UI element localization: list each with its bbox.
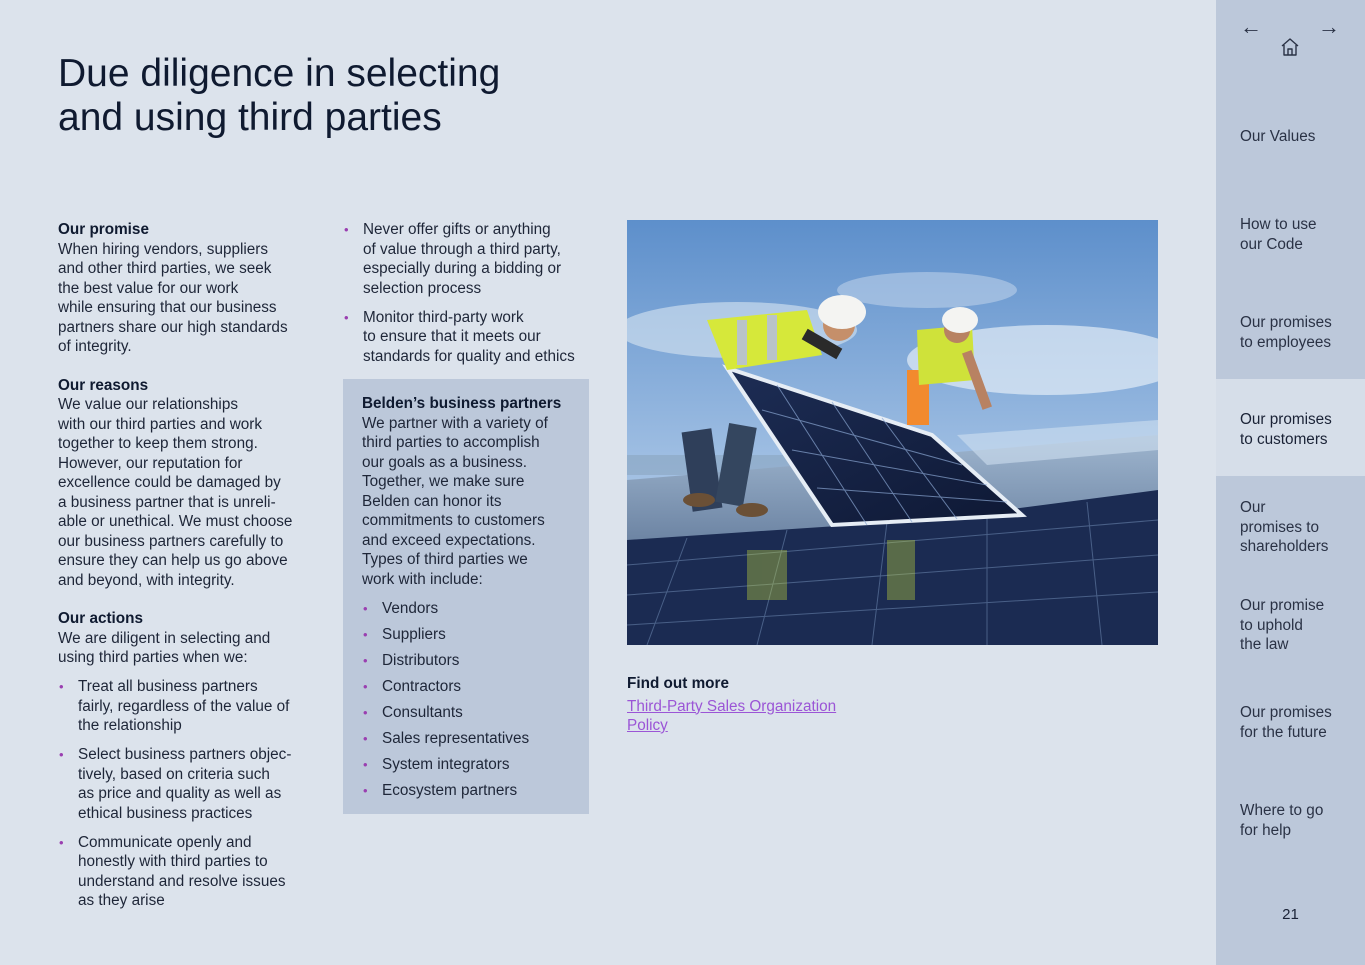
partner-types-list	[362, 599, 570, 801]
title-line: Due diligence in selecting	[58, 52, 501, 95]
third-party-sales-policy-link[interactable]	[627, 697, 887, 736]
column-left	[58, 220, 310, 920]
nav-label: Our promises	[1240, 314, 1332, 331]
list-item: • Consultants	[362, 703, 570, 723]
text-line: a business partner that is unreli-	[58, 493, 276, 511]
text-line: to ensure that it meets our	[363, 328, 541, 345]
list-item: • Contractors	[362, 677, 570, 697]
list-item: • Suppliers	[362, 625, 570, 645]
list-item	[58, 833, 310, 911]
actions-list-continued	[343, 220, 595, 366]
title-line: and using third parties	[58, 96, 442, 139]
text-line: We partner with a variety of	[362, 414, 548, 432]
text-line: Communicate openly and	[78, 833, 252, 851]
sidebar-item-our-values[interactable]	[1216, 127, 1365, 147]
text-line: tively, based on criteria such	[78, 765, 270, 783]
nav-label: promises to	[1240, 518, 1320, 536]
text-line: of value through a third party,	[363, 240, 561, 258]
text-line: Never offer gifts or anything	[363, 221, 551, 238]
nav-label: for help	[1240, 821, 1292, 839]
list-item	[58, 677, 310, 736]
list-item	[343, 308, 595, 367]
text-line: ensure they can help us go above	[58, 552, 288, 569]
list-item	[343, 220, 595, 298]
promise-section	[58, 220, 310, 357]
column-middle	[343, 220, 595, 814]
nav-label: Our Values	[1240, 128, 1316, 145]
text-line: as price and quality as well as	[78, 785, 282, 802]
text-line: as they arise	[78, 892, 165, 909]
text-line: Belden can honor its	[362, 492, 502, 510]
text-line: ethical business practices	[78, 804, 253, 822]
reasons-section	[58, 376, 310, 591]
nav-label: Our promises	[1240, 704, 1332, 721]
link-line[interactable]: Policy	[627, 717, 668, 734]
list-item: • Sales representatives	[362, 729, 570, 749]
text-line: However, our reputation for	[58, 454, 243, 472]
find-out-more	[627, 674, 887, 736]
text-line: standards for quality and ethics	[363, 347, 575, 365]
nav-label: Where to go	[1240, 802, 1324, 819]
text-line: excellence could be damaged by	[58, 474, 281, 491]
page-title	[58, 52, 578, 140]
sidebar-item-promises-employees[interactable]	[1216, 313, 1365, 352]
page-number: 21	[1282, 906, 1299, 923]
promise-text	[58, 240, 310, 357]
sidebar-item-where-to-go-for-help[interactable]	[1216, 801, 1365, 840]
text-line: Together, we make sure	[362, 473, 525, 490]
sidebar-item-how-to-use-code[interactable]	[1216, 215, 1365, 254]
list-item	[58, 745, 310, 823]
text-line: while ensuring that our business	[58, 299, 277, 316]
text-line: fairly, regardless of the value of	[78, 697, 290, 715]
nav-label: to uphold	[1240, 616, 1303, 634]
box-heading: Belden’s business partners	[362, 395, 562, 412]
reasons-heading: Our reasons	[58, 376, 149, 394]
reasons-text	[58, 395, 310, 590]
text-line: our goals as a business.	[362, 453, 527, 471]
text-line: Monitor third-party work	[363, 308, 524, 326]
text-line: partners share our high standards	[58, 318, 288, 336]
sidebar-item-promises-shareholders[interactable]	[1216, 498, 1365, 557]
actions-intro	[58, 629, 310, 668]
sidebar-item-promises-customers[interactable]	[1216, 379, 1365, 476]
text-line: We are diligent in selecting and	[58, 629, 271, 647]
text-line: and other third parties, we seek	[58, 260, 272, 277]
box-text	[362, 414, 570, 590]
left-arrow-icon[interactable]: ←	[1240, 14, 1262, 39]
text-line: honestly with third parties to	[78, 853, 268, 870]
text-line: and exceed expectations.	[362, 531, 536, 549]
text-line: Select business partners objec-	[78, 746, 292, 763]
list-item: • Vendors	[362, 599, 570, 619]
text-line: especially during a bidding or	[363, 260, 562, 277]
list-item: • Distributors	[362, 651, 570, 671]
text-line: commitments to customers	[362, 512, 545, 529]
text-line: using third parties when we:	[58, 649, 248, 666]
nav-label: to employees	[1240, 333, 1331, 351]
text-line: We value our relationships	[58, 396, 238, 413]
sidebar-item-promises-future[interactable]	[1216, 703, 1365, 742]
list-item: • Ecosystem partners	[362, 781, 570, 801]
text-line: with our third parties and work	[58, 415, 263, 433]
nav-label: for the future	[1240, 723, 1327, 741]
right-arrow-icon[interactable]: →	[1318, 14, 1340, 39]
text-line: When hiring vendors, suppliers	[58, 240, 269, 258]
home-icon[interactable]	[1279, 36, 1301, 58]
text-line: work with include:	[362, 570, 483, 588]
actions-heading: Our actions	[58, 610, 143, 627]
text-line: our business partners carefully to	[58, 532, 284, 550]
text-line: the best value for our work	[58, 279, 239, 297]
list-item: • System integrators	[362, 755, 570, 775]
text-line: the relationship	[78, 717, 182, 734]
solar-panel-workers-photo	[627, 220, 1158, 645]
nav-label: Our promises	[1240, 411, 1332, 428]
text-line: able or unethical. We must choose	[58, 513, 293, 530]
text-line: Treat all business partners	[78, 678, 258, 695]
nav-label: Our promise	[1240, 597, 1325, 614]
nav-label: our Code	[1240, 235, 1303, 253]
text-line: understand and resolve issues	[78, 872, 286, 890]
text-line: together to keep them strong.	[58, 435, 258, 452]
text-line: and beyond, with integrity.	[58, 571, 235, 589]
text-line: Types of third parties we	[362, 551, 528, 568]
business-partners-box	[343, 379, 589, 814]
nav-label: to customers	[1240, 430, 1328, 448]
nav-label: Our	[1240, 499, 1266, 516]
link-line[interactable]: Third-Party Sales Organization	[627, 697, 837, 715]
sidebar-item-uphold-law[interactable]	[1216, 596, 1365, 655]
text-line: third parties to accomplish	[362, 434, 540, 451]
text-line: selection process	[363, 279, 482, 297]
text-line: of integrity.	[58, 338, 132, 355]
nav-label: How to use	[1240, 216, 1317, 233]
actions-list	[58, 677, 310, 911]
sidebar-nav	[1216, 0, 1365, 965]
promise-heading: Our promise	[58, 221, 149, 238]
actions-section	[58, 609, 310, 911]
nav-label: shareholders	[1240, 538, 1329, 555]
nav-label: the law	[1240, 636, 1289, 653]
find-more-heading: Find out more	[627, 675, 729, 692]
